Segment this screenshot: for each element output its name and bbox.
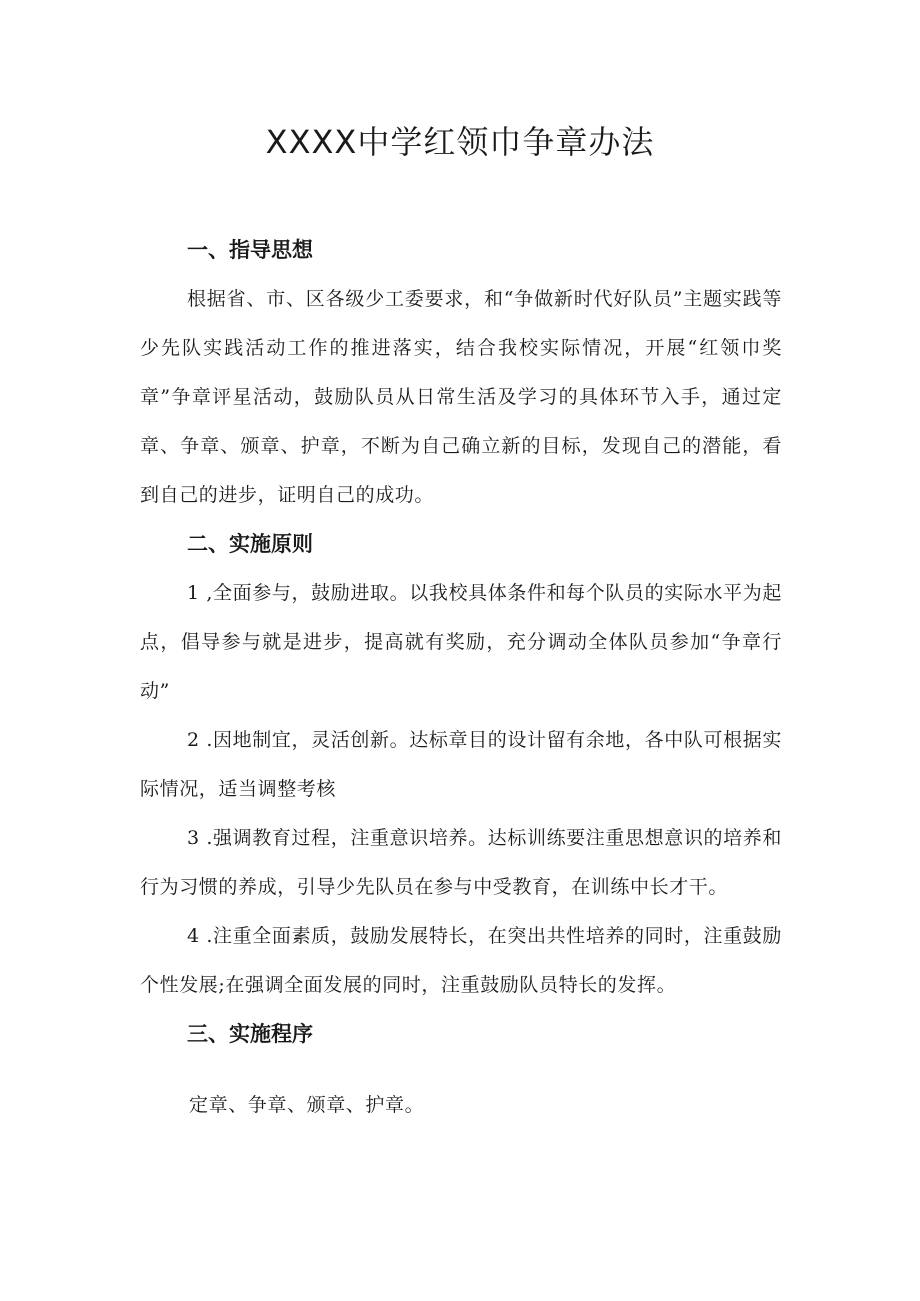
section-implementation-principles — [140, 520, 782, 1010]
document-title: XXXX中学红领巾争章办法 — [265, 123, 655, 161]
paragraph: 2 .因地制宜，灵活创新。达标章目的设计留有余地，各中队可根据实际情况，适当调整考核 — [140, 729, 782, 800]
section-heading: 三、实施程序 — [187, 1022, 313, 1046]
paragraph: 1 ,全面参与，鼓励进取。以我校具体条件和每个队员的实际水平为起点，倡导参与就是进步，提高就有奖励，充分调动全体队员参加“争章行动” — [140, 582, 782, 702]
section-implementation-procedure — [140, 1010, 782, 1130]
section-heading: 二、实施原则 — [187, 532, 313, 556]
paragraph: 根据省、市、区各级少工委要求，和“争做新时代好队员”主题实践等少先队实践活动工作的推进落实，结合我校实际情况，开展“红领巾奖章”争章评星活动，鼓励队员从日常生活及学习的具体环节入手，通过定章、争章、颁章、护章，不断为自己确立新的目标，发现自己的潜能，看到自己的进步，证明自己的成功。 — [140, 288, 782, 506]
paragraph: 4 .注重全面素质，鼓励发展特长，在突出共性培养的同时，注重鼓励个性发展;在强调全面发展的同时，注重鼓励队员特长的发挥。 — [140, 925, 782, 996]
document-body — [140, 226, 782, 1130]
paragraph: 3 .强调教育过程，注重意识培养。达标训练要注重思想意识的培养和行为习惯的养成，引导少先队员在参与中受教育，在训练中长才干。 — [140, 827, 782, 898]
section-heading: 一、指导思想 — [187, 238, 313, 262]
spacer — [140, 1059, 782, 1081]
section-guiding-ideology — [140, 226, 782, 520]
paragraph: 定章、争章、颁章、护章。 — [189, 1094, 425, 1116]
